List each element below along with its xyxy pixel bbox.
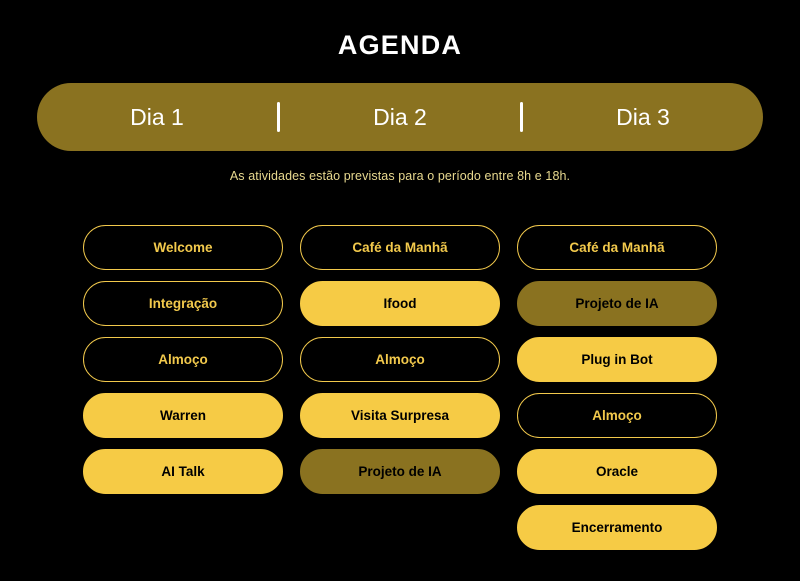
agenda-column-dia-3	[517, 225, 717, 550]
agenda-item[interactable]: Welcome	[83, 225, 283, 270]
day-tabs-bar	[37, 83, 763, 151]
agenda-item[interactable]: Projeto de IA	[517, 281, 717, 326]
agenda-item[interactable]: Almoço	[83, 337, 283, 382]
agenda-column-dia-2	[300, 225, 500, 550]
agenda-item[interactable]: Plug in Bot	[517, 337, 717, 382]
agenda-item[interactable]: AI Talk	[83, 449, 283, 494]
agenda-item[interactable]: Almoço	[517, 393, 717, 438]
tab-dia-3[interactable]: Dia 3	[616, 104, 670, 130]
agenda-item[interactable]: Café da Manhã	[300, 225, 500, 270]
schedule-note: As atividades estão previstas para o período entre 8h e 18h.	[229, 169, 571, 183]
agenda-item[interactable]: Visita Surpresa	[300, 393, 500, 438]
tab-dia-2[interactable]: Dia 2	[373, 104, 427, 130]
agenda-item[interactable]: Almoço	[300, 337, 500, 382]
agenda-item[interactable]: Integração	[83, 281, 283, 326]
agenda-columns	[0, 225, 800, 550]
page-title: AGENDA	[337, 30, 463, 60]
agenda-item[interactable]: Warren	[83, 393, 283, 438]
agenda-item[interactable]: Encerramento	[517, 505, 717, 550]
agenda-item[interactable]: Oracle	[517, 449, 717, 494]
agenda-column-dia-1	[83, 225, 283, 550]
agenda-item[interactable]: Projeto de IA	[300, 449, 500, 494]
agenda-item[interactable]: Café da Manhã	[517, 225, 717, 270]
agenda-item[interactable]: Ifood	[300, 281, 500, 326]
tab-dia-1[interactable]: Dia 1	[130, 104, 184, 130]
